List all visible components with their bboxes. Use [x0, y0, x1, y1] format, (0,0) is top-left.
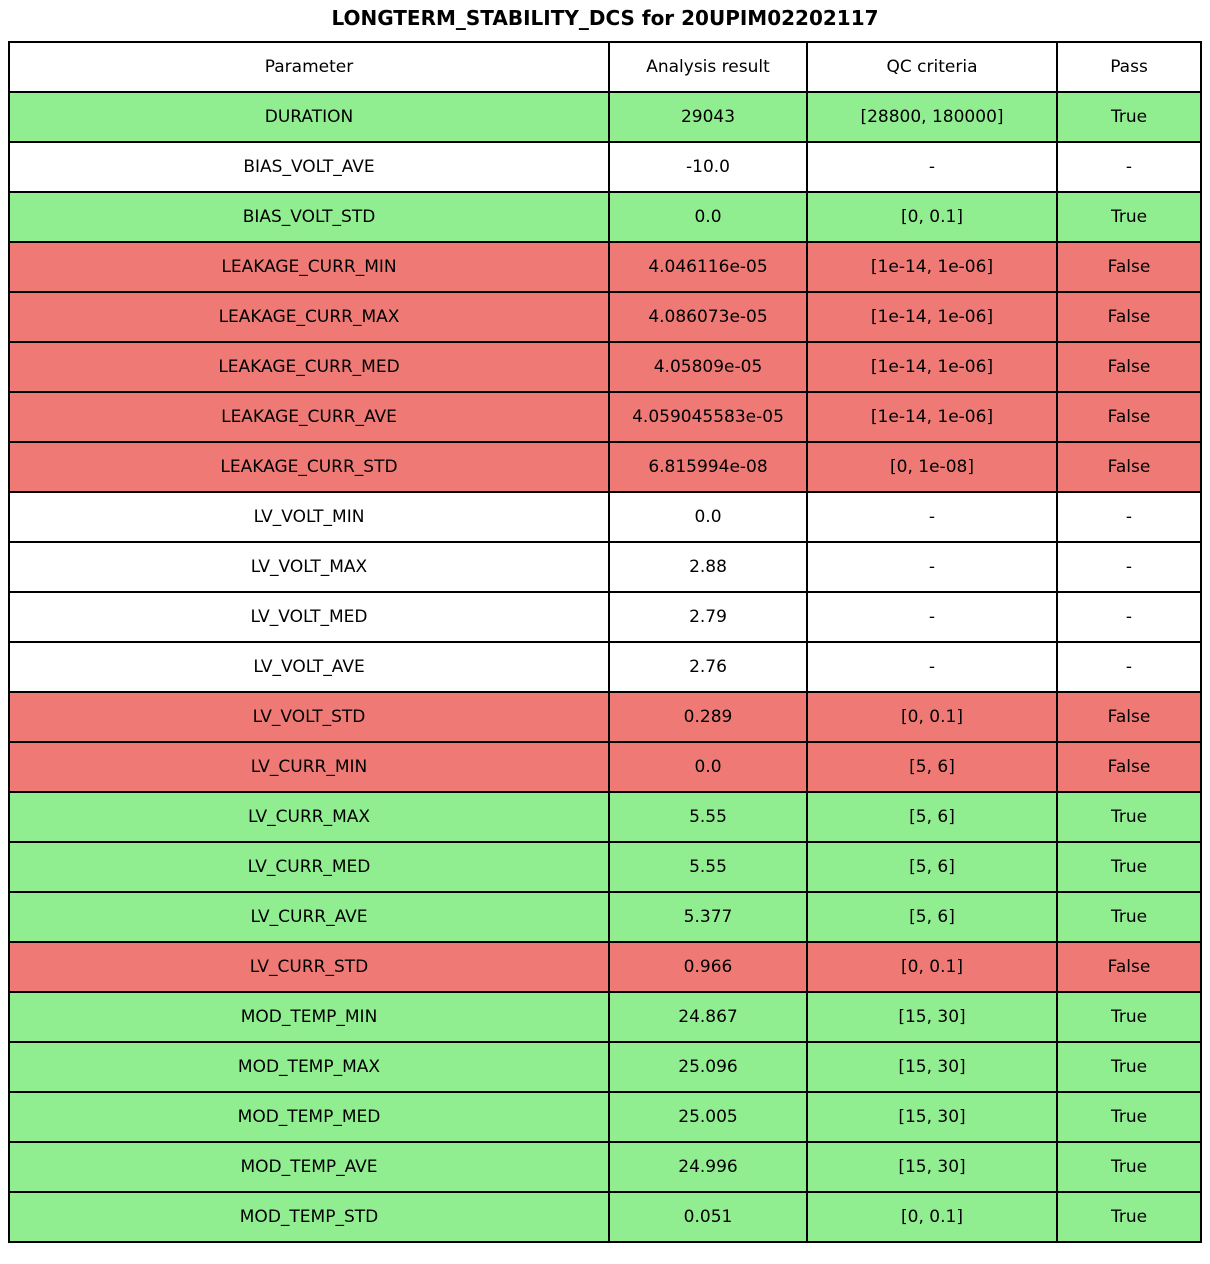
table-header: [9, 42, 1201, 92]
table-row: [9, 242, 1201, 292]
cell-parameter: LV_CURR_MIN: [9, 742, 609, 792]
cell-analysis-result: 4.05809e-05: [609, 342, 807, 392]
cell-analysis-result: 25.096: [609, 1042, 807, 1092]
cell-pass: False: [1057, 392, 1201, 442]
cell-pass: True: [1057, 1192, 1201, 1242]
cell-qc-criteria: [15, 30]: [807, 1142, 1057, 1192]
cell-analysis-result: 2.76: [609, 642, 807, 692]
cell-parameter: MOD_TEMP_MIN: [9, 992, 609, 1042]
cell-analysis-result: 4.059045583e-05: [609, 392, 807, 442]
cell-pass: False: [1057, 292, 1201, 342]
table-row: [9, 192, 1201, 242]
cell-parameter: BIAS_VOLT_AVE: [9, 142, 609, 192]
table-row: [9, 392, 1201, 442]
cell-qc-criteria: [15, 30]: [807, 1092, 1057, 1142]
cell-parameter: LV_VOLT_MED: [9, 592, 609, 642]
cell-parameter: LEAKAGE_CURR_MIN: [9, 242, 609, 292]
cell-qc-criteria: [1e-14, 1e-06]: [807, 392, 1057, 442]
cell-pass: True: [1057, 92, 1201, 142]
cell-pass: True: [1057, 842, 1201, 892]
table-row: [9, 1192, 1201, 1242]
cell-analysis-result: 6.815994e-08: [609, 442, 807, 492]
cell-pass: False: [1057, 342, 1201, 392]
cell-parameter: MOD_TEMP_MAX: [9, 1042, 609, 1092]
table-row: [9, 742, 1201, 792]
cell-analysis-result: 0.051: [609, 1192, 807, 1242]
cell-parameter: MOD_TEMP_MED: [9, 1092, 609, 1142]
table-row: [9, 142, 1201, 192]
table-row: [9, 842, 1201, 892]
cell-analysis-result: 24.996: [609, 1142, 807, 1192]
cell-pass: True: [1057, 1042, 1201, 1092]
cell-qc-criteria: -: [807, 642, 1057, 692]
cell-pass: -: [1057, 642, 1201, 692]
cell-pass: True: [1057, 1092, 1201, 1142]
cell-parameter: LV_VOLT_MAX: [9, 542, 609, 592]
cell-pass: True: [1057, 992, 1201, 1042]
cell-pass: True: [1057, 1142, 1201, 1192]
cell-parameter: LEAKAGE_CURR_AVE: [9, 392, 609, 442]
page-title: LONGTERM_STABILITY_DCS for 20UPIM02202117: [331, 6, 879, 30]
cell-parameter: LEAKAGE_CURR_STD: [9, 442, 609, 492]
table-row: [9, 492, 1201, 542]
cell-pass: True: [1057, 192, 1201, 242]
cell-analysis-result: 2.79: [609, 592, 807, 642]
cell-parameter: LV_VOLT_STD: [9, 692, 609, 742]
cell-parameter: LV_CURR_STD: [9, 942, 609, 992]
cell-qc-criteria: -: [807, 492, 1057, 542]
table-body: [9, 92, 1201, 1242]
column-header-analysis-result: Analysis result: [609, 42, 807, 92]
cell-parameter: LV_CURR_MED: [9, 842, 609, 892]
cell-pass: True: [1057, 792, 1201, 842]
cell-pass: -: [1057, 492, 1201, 542]
cell-pass: False: [1057, 692, 1201, 742]
cell-analysis-result: 0.0: [609, 742, 807, 792]
table-row: [9, 992, 1201, 1042]
column-header-qc-criteria: QC criteria: [807, 42, 1057, 92]
cell-qc-criteria: [5, 6]: [807, 742, 1057, 792]
cell-qc-criteria: [1e-14, 1e-06]: [807, 342, 1057, 392]
cell-qc-criteria: [0, 0.1]: [807, 692, 1057, 742]
qc-results-table: [8, 41, 1202, 1243]
cell-qc-criteria: [1e-14, 1e-06]: [807, 292, 1057, 342]
table-row: [9, 542, 1201, 592]
cell-parameter: LV_VOLT_MIN: [9, 492, 609, 542]
cell-parameter: LV_CURR_MAX: [9, 792, 609, 842]
cell-qc-criteria: [0, 1e-08]: [807, 442, 1057, 492]
cell-analysis-result: 25.005: [609, 1092, 807, 1142]
table-row: [9, 1142, 1201, 1192]
cell-qc-criteria: [0, 0.1]: [807, 942, 1057, 992]
cell-pass: False: [1057, 242, 1201, 292]
cell-analysis-result: 0.0: [609, 192, 807, 242]
cell-pass: -: [1057, 592, 1201, 642]
cell-analysis-result: 0.289: [609, 692, 807, 742]
table-row: [9, 292, 1201, 342]
table-row: [9, 792, 1201, 842]
cell-parameter: DURATION: [9, 92, 609, 142]
cell-qc-criteria: [28800, 180000]: [807, 92, 1057, 142]
cell-parameter: MOD_TEMP_AVE: [9, 1142, 609, 1192]
cell-pass: False: [1057, 442, 1201, 492]
table-row: [9, 1092, 1201, 1142]
table-row: [9, 692, 1201, 742]
cell-qc-criteria: -: [807, 142, 1057, 192]
cell-analysis-result: 24.867: [609, 992, 807, 1042]
cell-analysis-result: -10.0: [609, 142, 807, 192]
table-header-row: [9, 42, 1201, 92]
cell-pass: True: [1057, 892, 1201, 942]
column-header-pass: Pass: [1057, 42, 1201, 92]
cell-analysis-result: 0.0: [609, 492, 807, 542]
cell-parameter: LEAKAGE_CURR_MAX: [9, 292, 609, 342]
cell-analysis-result: 4.046116e-05: [609, 242, 807, 292]
cell-qc-criteria: [0, 0.1]: [807, 192, 1057, 242]
cell-analysis-result: 0.966: [609, 942, 807, 992]
cell-parameter: LV_VOLT_AVE: [9, 642, 609, 692]
cell-analysis-result: 29043: [609, 92, 807, 142]
cell-qc-criteria: [5, 6]: [807, 792, 1057, 842]
table-row: [9, 1042, 1201, 1092]
column-header-parameter: Parameter: [9, 42, 609, 92]
table-row: [9, 942, 1201, 992]
cell-qc-criteria: [5, 6]: [807, 892, 1057, 942]
table-row: [9, 592, 1201, 642]
cell-pass: -: [1057, 142, 1201, 192]
cell-analysis-result: 2.88: [609, 542, 807, 592]
table-row: [9, 442, 1201, 492]
cell-pass: False: [1057, 942, 1201, 992]
table-row: [9, 92, 1201, 142]
cell-pass: -: [1057, 542, 1201, 592]
cell-qc-criteria: [15, 30]: [807, 1042, 1057, 1092]
cell-parameter: MOD_TEMP_STD: [9, 1192, 609, 1242]
cell-qc-criteria: [5, 6]: [807, 842, 1057, 892]
cell-qc-criteria: -: [807, 592, 1057, 642]
cell-analysis-result: 5.55: [609, 792, 807, 842]
cell-analysis-result: 5.377: [609, 892, 807, 942]
cell-qc-criteria: -: [807, 542, 1057, 592]
cell-analysis-result: 5.55: [609, 842, 807, 892]
cell-pass: False: [1057, 742, 1201, 792]
cell-qc-criteria: [1e-14, 1e-06]: [807, 242, 1057, 292]
cell-qc-criteria: [0, 0.1]: [807, 1192, 1057, 1242]
cell-analysis-result: 4.086073e-05: [609, 292, 807, 342]
cell-parameter: LEAKAGE_CURR_MED: [9, 342, 609, 392]
cell-parameter: LV_CURR_AVE: [9, 892, 609, 942]
cell-parameter: BIAS_VOLT_STD: [9, 192, 609, 242]
cell-qc-criteria: [15, 30]: [807, 992, 1057, 1042]
table-row: [9, 342, 1201, 392]
table-row: [9, 642, 1201, 692]
table-row: [9, 892, 1201, 942]
